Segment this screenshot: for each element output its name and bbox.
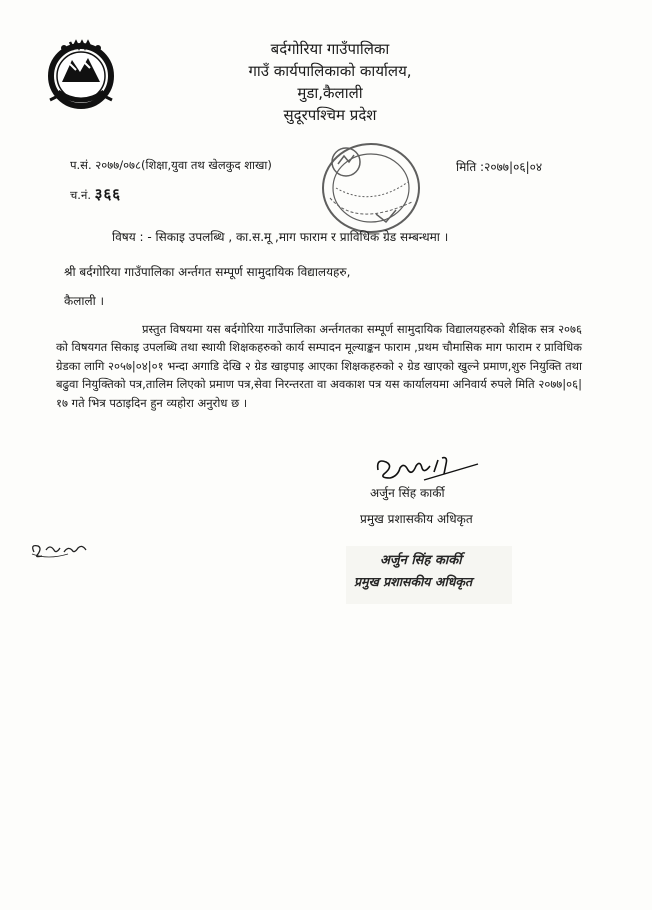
addressee-district: कैलाली । [64, 294, 105, 308]
stamp-name: अर्जुन सिंह कार्की [380, 553, 462, 568]
stamp-title: प्रमुख प्रशासकीय अधिकृत [354, 574, 473, 589]
signer-name: अर्जुन सिंह कार्की [370, 486, 445, 500]
addressee-line: श्री बर्दगोरिया गाउँपालिका अर्न्तगत सम्पूर्ण सामुदायिक विद्यालयहरु, [64, 265, 351, 279]
dispatch-number: ३६६ [94, 185, 122, 203]
municipality-name: बर्दगोरिया गाउँपालिका [270, 40, 390, 58]
letter-date: मिति :२०७७|०६|०४ [456, 160, 543, 174]
province-name: सुदूरपश्चिम प्रदेश [283, 106, 377, 124]
handwritten-signature [372, 452, 482, 486]
office-name: गाउँ कार्यपालिकाको कार्यालय, [248, 62, 412, 80]
dispatch-number-line [70, 184, 121, 204]
letter-body: प्रस्तुत विषयमा यस बर्दगोरिया गाउँपालिका अर्न्तगतका सम्पूर्ण सामुदायिक विद्यालयहरुको शैक्षिक सत्र २०७६ को विषयगत सिकाइ उपलब्धि तथा स्थायी शिक्षकहरुको कार्य सम्पादन मूल्याङ्कन फाराम ,प्रथम चौमासिक माग फाराम र प्राविधिक ग्रेडका लागि २०५७|०४|०१ भन्दा अगाडि देखि २ ग्रेड खाइपाइ आएका शिक्षकहरुको २ ग्रेड खाएको खुल्ने प्रमाण,शुरु नियुक्ति तथा बढुवा नियुक्तिको पत्र,तालिम लिएको प्रमाण पत्र,सेवा निरन्तरता वा अवकाश पत्र यस कार्यालयमा अनिवार्य रुपले मिति २०७७|०६|१७ गते भित्र पठाइदिन हुन व्यहोरा अनुरोध छ । [56, 322, 582, 410]
reference-number: प.सं. २०७७/०७८(शिक्षा,युवा तथ खेलकुद शाखा) [70, 158, 272, 172]
name-title-stamp [346, 546, 512, 604]
government-emblem-icon [40, 34, 122, 116]
office-seal-stamp [316, 138, 426, 238]
signer-title: प्रमुख प्रशासकीय अधिकृत [360, 512, 473, 526]
office-header [200, 38, 460, 126]
office-location: मुडा,कैलाली [297, 84, 363, 102]
handwritten-margin-note [28, 538, 92, 560]
subject-line: विषय : - सिकाइ उपलब्धि , का.स.मू ,माग फाराम र प्राविधिक ग्रेड सम्बन्धमा । [112, 230, 449, 244]
dispatch-label: च.नं. [70, 188, 91, 202]
